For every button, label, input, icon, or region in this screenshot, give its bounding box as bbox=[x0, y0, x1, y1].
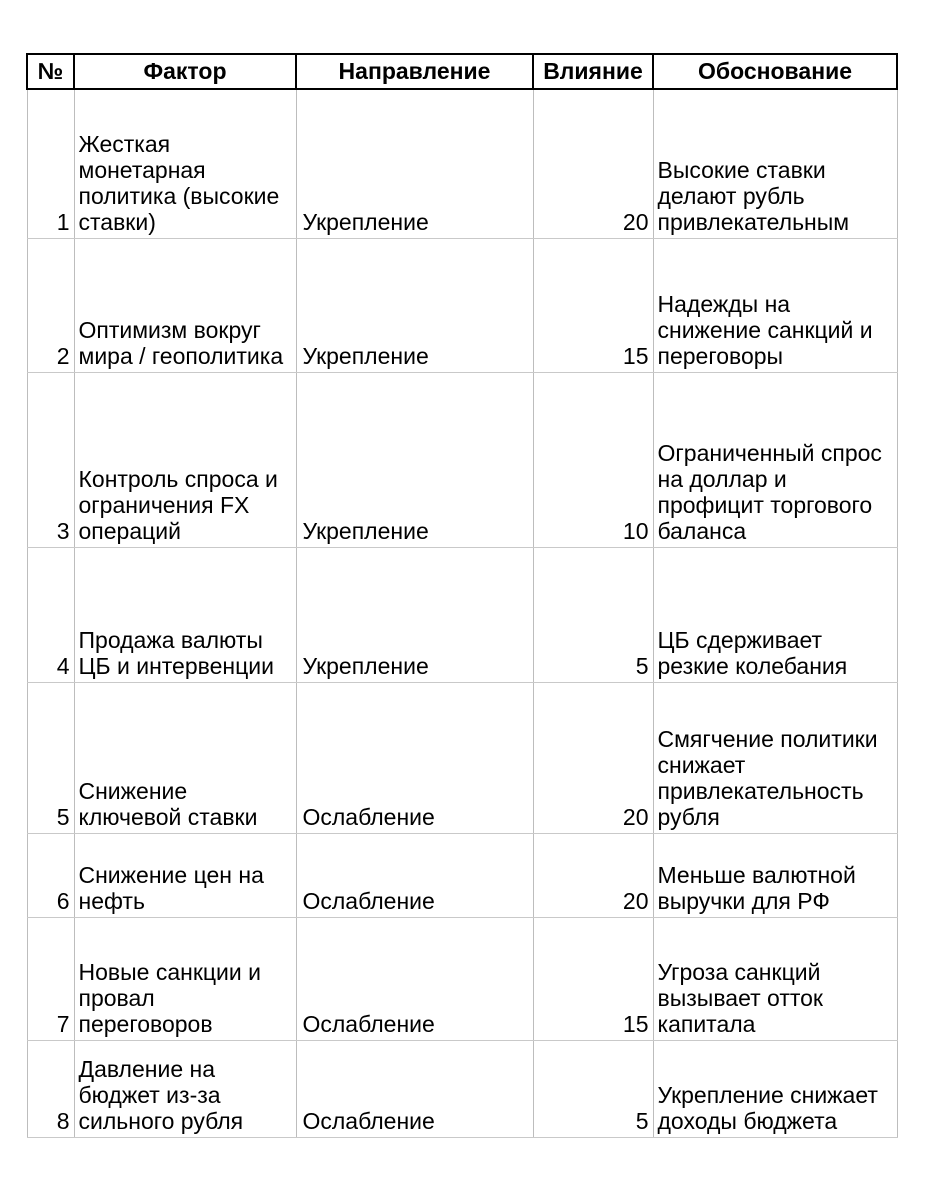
table-row bbox=[27, 682, 897, 833]
row-num: 8 bbox=[27, 1040, 74, 1137]
row-reason: Меньше валютной выручки для РФ bbox=[653, 833, 897, 917]
row-reason: Высокие ставки делают рубль привлекательным bbox=[653, 89, 897, 238]
row-direction: Укрепление bbox=[296, 372, 533, 547]
row-num: 4 bbox=[27, 547, 74, 682]
table-row bbox=[27, 833, 897, 917]
row-num: 3 bbox=[27, 372, 74, 547]
factors-table bbox=[26, 53, 898, 1138]
table-row bbox=[27, 917, 897, 1040]
row-impact: 15 bbox=[533, 238, 653, 372]
row-factor: Снижение цен на нефть bbox=[74, 833, 296, 917]
table-row bbox=[27, 89, 897, 238]
row-factor: Новые санкции и провал переговоров bbox=[74, 917, 296, 1040]
header-direction: Направление bbox=[296, 54, 533, 89]
row-reason: Угроза санкций вызывает отток капитала bbox=[653, 917, 897, 1040]
row-direction: Укрепление bbox=[296, 89, 533, 238]
row-num: 1 bbox=[27, 89, 74, 238]
row-reason: Ограниченный спрос на доллар и профицит торгового баланса bbox=[653, 372, 897, 547]
row-impact: 20 bbox=[533, 682, 653, 833]
row-direction: Укрепление bbox=[296, 547, 533, 682]
row-factor: Оптимизм вокруг мира / геополитика bbox=[74, 238, 296, 372]
header-impact: Влияние bbox=[533, 54, 653, 89]
table-row bbox=[27, 238, 897, 372]
row-num: 5 bbox=[27, 682, 74, 833]
header-num: № bbox=[27, 54, 74, 89]
row-factor: Жесткая монетарная политика (высокие ставки) bbox=[74, 89, 296, 238]
row-impact: 20 bbox=[533, 833, 653, 917]
row-direction: Ослабление bbox=[296, 1040, 533, 1137]
header-row bbox=[27, 54, 897, 89]
row-factor: Снижение ключевой ставки bbox=[74, 682, 296, 833]
table-row bbox=[27, 1040, 897, 1137]
row-direction: Укрепление bbox=[296, 238, 533, 372]
row-impact: 20 bbox=[533, 89, 653, 238]
row-num: 7 bbox=[27, 917, 74, 1040]
row-reason: ЦБ сдерживает резкие колебания bbox=[653, 547, 897, 682]
row-impact: 15 bbox=[533, 917, 653, 1040]
header-factor: Фактор bbox=[74, 54, 296, 89]
header-reason: Обоснование bbox=[653, 54, 897, 89]
row-reason: Укрепление снижает доходы бюджета bbox=[653, 1040, 897, 1137]
row-direction: Ослабление bbox=[296, 917, 533, 1040]
row-impact: 5 bbox=[533, 1040, 653, 1137]
row-factor: Давление на бюджет из-за сильного рубля bbox=[74, 1040, 296, 1137]
row-num: 6 bbox=[27, 833, 74, 917]
row-impact: 5 bbox=[533, 547, 653, 682]
row-num: 2 bbox=[27, 238, 74, 372]
row-factor: Контроль спроса и ограничения FX операций bbox=[74, 372, 296, 547]
table-row bbox=[27, 372, 897, 547]
row-direction: Ослабление bbox=[296, 833, 533, 917]
table-row bbox=[27, 547, 897, 682]
row-impact: 10 bbox=[533, 372, 653, 547]
row-direction: Ослабление bbox=[296, 682, 533, 833]
row-factor: Продажа валюты ЦБ и интервенции bbox=[74, 547, 296, 682]
row-reason: Смягчение политики снижает привлекательность рубля bbox=[653, 682, 897, 833]
row-reason: Надежды на снижение санкций и переговоры bbox=[653, 238, 897, 372]
